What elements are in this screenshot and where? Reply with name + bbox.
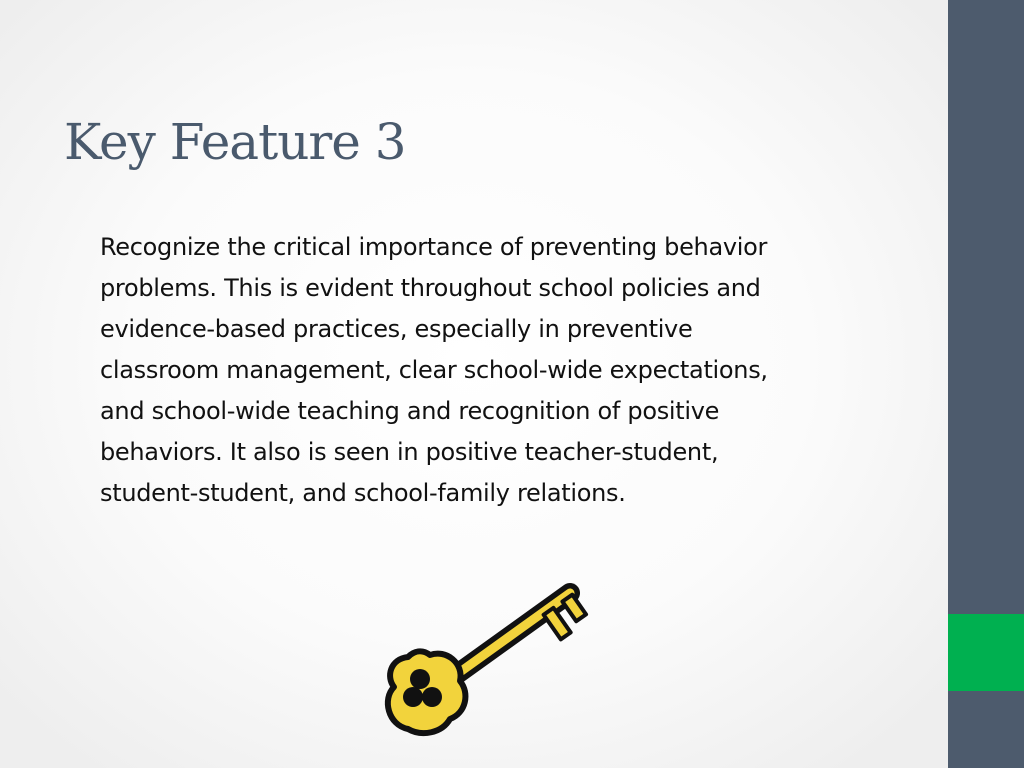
- key-icon: [380, 575, 595, 750]
- key-hole-lobe: [410, 669, 430, 689]
- key-hole-lobe: [422, 687, 442, 707]
- key-shape: [388, 592, 592, 733]
- slide-body-text: Recognize the critical importance of preventing behavior problems. This is evident throughout school policies and evidence-based practices, especially in preventive classroom management, clear school-wide expectations, and school-wide teaching and recognition of positive behaviors. It also is seen in positive teacher-student, student-student, and school-family relations.: [100, 233, 768, 507]
- side-accent-block: [948, 614, 1024, 691]
- key-hole-lobe: [403, 687, 423, 707]
- slide-title: Key Feature 3: [64, 113, 406, 171]
